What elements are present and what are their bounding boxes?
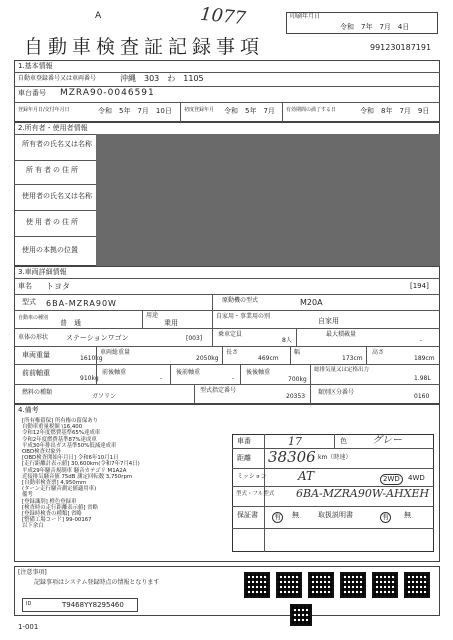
length-value: 469cm — [258, 355, 279, 362]
sec1-title: 1.基本情報 — [18, 62, 53, 70]
chassis-label: 車台番号 — [18, 89, 46, 97]
stamp-warranty-label: 保証書 — [237, 511, 258, 519]
remark-line: (ターン走行騒音測定値適用車) — [22, 486, 97, 493]
stamp-2wd: 2WD — [380, 474, 403, 485]
qr-code-icon — [244, 572, 270, 598]
front-rear-axle-label: 前後軸重 — [102, 369, 127, 376]
notice-text: 記録事項はシステム登録時点の情報となります — [34, 579, 160, 586]
purpose-value: 自家用 — [318, 317, 339, 325]
remark-line: [走行距離計表示値] 30,600km(令和7年7月4日) — [22, 461, 140, 468]
front-rear-axle-value: - — [160, 375, 163, 382]
remark-line: [OBD検査開始年月日] 令和6年10月1日 — [22, 455, 119, 462]
first-year-label: 初度登録年月 — [184, 107, 215, 113]
fuel-value: ガソリン — [92, 393, 117, 400]
rear-front-axle-value: - — [232, 375, 235, 382]
remark-line: 令和2年度燃費基準87%達成車 — [22, 436, 97, 443]
user-address-label: 使用者の住所 — [26, 218, 80, 226]
stamp-manual-label: 取扱説明書 — [318, 511, 353, 519]
remarks-end: 以下余白 — [22, 523, 44, 530]
type-value: 普 通 — [60, 319, 81, 327]
purpose-label: 自家用・事業用の別 — [216, 313, 271, 320]
stamp-distance-value: 38306 — [268, 448, 316, 466]
first-reg-label: 登録年月日/交付年月日 — [18, 107, 70, 113]
gross-value: 2050kg — [196, 355, 219, 362]
height-value: 189cm — [414, 355, 435, 362]
stamp-model-value: 6BA-MZRA90W-AHXEH — [296, 487, 430, 500]
rear-rear-axle-label: 後後軸重 — [246, 369, 271, 376]
remark-line: [検査時の走行距離表示値] 省略 — [22, 504, 98, 511]
stamp-no-label: 車番 — [237, 437, 251, 445]
stamp-mission-label: ミッション — [237, 473, 267, 480]
sec4-title: 4.備考 — [18, 406, 39, 414]
maker-code: [194] — [410, 282, 429, 290]
remark-line: [整備工場コード] 99-00167 — [22, 517, 92, 524]
qr-code-icon — [290, 604, 312, 626]
remark-line: 平成30年排出ガス基準50%低減達成車 — [22, 442, 117, 449]
rear-front-axle-label: 後前軸重 — [176, 369, 201, 376]
front-front-axle-value: 910kg — [80, 375, 99, 382]
remark-line: 自動車重量税額 \16,400 — [22, 424, 83, 431]
document-number: 991230187191 — [370, 43, 432, 52]
stamp-warranty-no: 無 — [292, 511, 299, 519]
stamp-4wd: 4WD — [408, 474, 425, 482]
stamp-model-label: 型式・フル型式 — [236, 491, 275, 497]
front-front-axle-label: 前前軸重 — [22, 369, 50, 377]
height-label: 高さ — [372, 349, 385, 356]
qr-code-icon — [372, 572, 398, 598]
displacement-label: 総排気量又は定格出力 — [314, 367, 370, 373]
corner-mark: A — [95, 11, 102, 21]
body-value: ステーションワゴン — [66, 334, 129, 342]
remark-line: 平成29年騒音規制車 騒音カテゴリ M1A2A — [22, 467, 127, 474]
model-value: 6BA-MZRA90W — [46, 299, 117, 308]
page-number: 1-001 — [18, 623, 39, 631]
code-label: ID — [26, 601, 32, 607]
class-label: 類別区分番号 — [318, 389, 355, 396]
user-name-label: 使用者の氏名又は名称 — [22, 192, 92, 200]
stamp-mission-value: AT — [298, 469, 315, 483]
print-date-label: 印刷年月日 — [290, 13, 321, 20]
reg-number-value: 沖縄 303 わ 1105 — [120, 74, 204, 83]
notice-title: [注意事項] — [18, 569, 47, 576]
maker-value: トヨタ — [46, 282, 70, 291]
stamp-manual-no: 無 — [404, 511, 411, 519]
body-label: 車体の形状 — [18, 334, 49, 341]
fuel-label: 燃料の種類 — [22, 389, 53, 396]
width-label: 幅 — [294, 349, 301, 356]
width-value: 173cm — [342, 355, 363, 362]
stamp-distance-unit: km（時速） — [318, 454, 352, 461]
remark-line: [自動車検査票] 4,950mm — [22, 480, 87, 487]
stamp-warranty-yes: 有 — [274, 513, 281, 521]
maker-label: 車名 — [18, 282, 32, 290]
qr-code-icon — [308, 572, 334, 598]
remark-line: OBD検査対象外 — [22, 449, 62, 456]
weight-value: 1610kg — [80, 355, 103, 362]
stamp-color-value: グレー — [372, 435, 402, 446]
maxload-label: 最大積載量 — [326, 331, 357, 338]
expiry-label: 有効期間の満了する日 — [286, 107, 337, 113]
stamp-no-value: 17 — [288, 435, 302, 448]
weight-label: 車両重量 — [22, 351, 50, 359]
qr-code-icon — [276, 572, 302, 598]
remark-line: [登録時検査の種類] 省略 — [22, 511, 82, 518]
qr-code-icon — [404, 572, 430, 598]
cert-value: 20353 — [286, 393, 306, 400]
engine-label: 原動機の型式 — [222, 297, 259, 304]
first-reg-value: 令和 5年 7月 10日 — [98, 107, 172, 115]
displacement-value: 1.98L — [414, 375, 431, 382]
stamp-manual-yes: 有 — [382, 513, 389, 521]
engine-value: M20A — [300, 298, 323, 307]
owner-name-label: 所有者の氏名又は名称 — [22, 140, 92, 148]
length-label: 長さ — [226, 349, 239, 356]
maxload-value: - — [420, 337, 423, 344]
owner-address-label: 所有者の住所 — [26, 166, 80, 174]
chassis-value: MZRA90-0046591 — [60, 88, 155, 98]
remark-line: [登録識別] 橙色登録車 — [22, 498, 77, 505]
use-label: 用途 — [146, 312, 159, 319]
capacity-value: 8人 — [282, 337, 292, 344]
remarks-list — [22, 418, 140, 530]
body-code: [003] — [186, 335, 203, 342]
stamp-distance-label: 距離 — [237, 454, 251, 462]
gross-label: 車両総重量 — [100, 349, 131, 356]
base-location-label: 使用の本拠の位置 — [22, 246, 78, 254]
cert-label: 型式指定番号 — [200, 387, 237, 394]
document-title: 自動車検査証記録事項 — [24, 36, 265, 58]
remark-line: 近接排気騒音値 75dB 測定回転数 3,750rpm — [22, 473, 133, 480]
reg-number-label: 自動車登録番号又は車両番号 — [18, 75, 97, 82]
capacity-label: 乗車定員 — [218, 331, 243, 338]
rear-rear-axle-value: 700kg — [288, 376, 307, 383]
use-value: 乗用 — [164, 319, 178, 327]
sec3-title: 3.車両詳細情報 — [18, 268, 67, 276]
qr-code-icon — [340, 572, 366, 598]
footer-code: T9468YY8295460 — [62, 601, 124, 609]
expiry-value: 令和 8年 7月 9日 — [360, 107, 430, 115]
type-label: 自動車の種別 — [18, 315, 49, 321]
stamp-color-label: 色 — [340, 437, 347, 445]
first-year-value: 令和 5年 7月 — [224, 107, 275, 115]
redacted-owner-block — [96, 134, 440, 266]
handwritten-number: 1077 — [199, 3, 247, 30]
sec2-title: 2.所有者・使用者情報 — [18, 124, 88, 132]
remark-line: [所有権留保] 所有権の留保あり — [22, 418, 98, 424]
remark-line: 令和12年度燃費基準65%達成車 — [22, 430, 101, 437]
remark-line: 備考 — [22, 492, 33, 499]
print-date-value: 令和 7年 7月 4日 — [340, 23, 410, 31]
class-value: 0160 — [414, 393, 430, 400]
model-label: 型式 — [22, 298, 36, 306]
